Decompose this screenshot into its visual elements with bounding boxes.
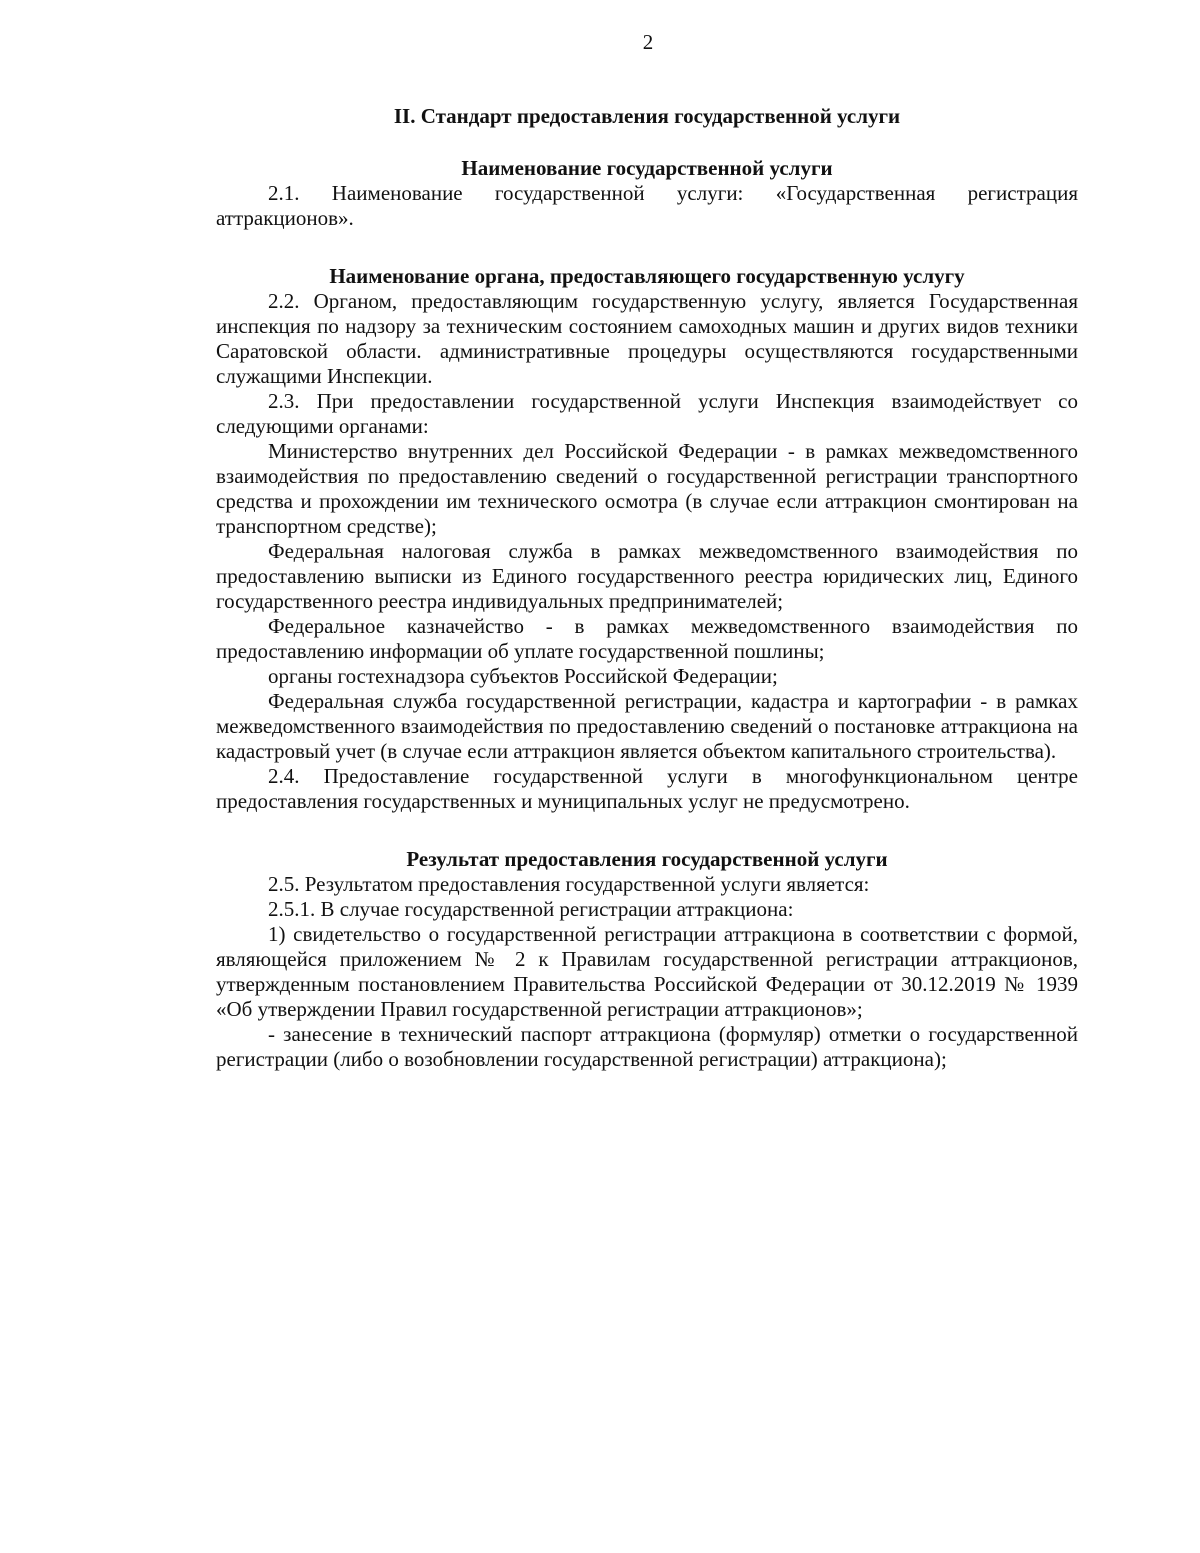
paragraph-2-4: 2.4. Предоставление государственной услуги в многофункциональном центре предоставления государственных и муниципальных услуг не предусмотрено. (216, 764, 1078, 813)
heading-authority-name: Наименование органа, предоставляющего государственную услугу (329, 264, 965, 288)
paragraph-2-5-1: 2.5.1. В случае государственной регистрации аттракциона: (268, 897, 794, 921)
paragraph-treasury: Федеральное казначейство - в рамках межведомственного взаимодействия по предоставлению информации об уплате государственной пошлины; (216, 614, 1078, 663)
heading-service-name: Наименование государственной услуги (461, 156, 833, 180)
list-item-passport-mark: - занесение в технический паспорт аттракциона (формуляр) отметки о государственной регистрации (либо о возобновлении государственной регистрации) аттракциона); (216, 1022, 1078, 1071)
paragraph-2-3: 2.3. При предоставлении государственной услуги Инспекция взаимодействует со следующими органами: (216, 389, 1078, 438)
list-item-certificate: 1) свидетельство о государственной регистрации аттракциона в соответствии с формой, являющейся приложением № 2 к Правилам государственной регистрации аттракционов, утвержденным постановлением Правительства Российской Федерации от 30.12.2019 № 1939 «Об утверждении Правил государственной регистрации аттракционов»; (216, 922, 1078, 1021)
paragraph-fns: Федеральная налоговая служба в рамках межведомственного взаимодействия по предоставлению выписки из Единого государственного реестра юридических лиц, Единого государственного реестра индивидуальных предпринимателей; (216, 539, 1078, 613)
paragraph-2-5: 2.5. Результатом предоставления государственной услуги является: (268, 872, 870, 896)
paragraph-2-1: 2.1. Наименование государственной услуги: «Государственная регистрация аттракционов». (216, 181, 1078, 230)
heading-result: Результат предоставления государственной услуги (406, 847, 888, 871)
paragraph-mvd: Министерство внутренних дел Российской Федерации - в рамках межведомственного взаимодействия по предоставлению сведений о государственной регистрации транспортного средства и прохождении им технического осмотра (в случае если аттракцион смонтирован на транспортном средстве); (216, 439, 1078, 538)
section-title: II. Стандарт предоставления государственной услуги (393, 104, 901, 128)
page-number: 2 (642, 30, 654, 54)
paragraph-rosreestr: Федеральная служба государственной регистрации, кадастра и картографии - в рамках межведомственного взаимодействия по предоставлению сведений о постановке аттракциона на кадастровый учет (в случае если аттракцион является объектом капитального строительства). (216, 689, 1078, 763)
paragraph-2-2: 2.2. Органом, предоставляющим государственную услугу, является Государственная инспекция по надзору за техническим состоянием самоходных машин и других видов техники Саратовской области. административные процедуры осуществляются государственными служащими Инспекции. (216, 289, 1078, 388)
paragraph-gostekhnadzor: органы гостехнадзора субъектов Российской Федерации; (268, 664, 778, 688)
document-body (216, 100, 1078, 1072)
